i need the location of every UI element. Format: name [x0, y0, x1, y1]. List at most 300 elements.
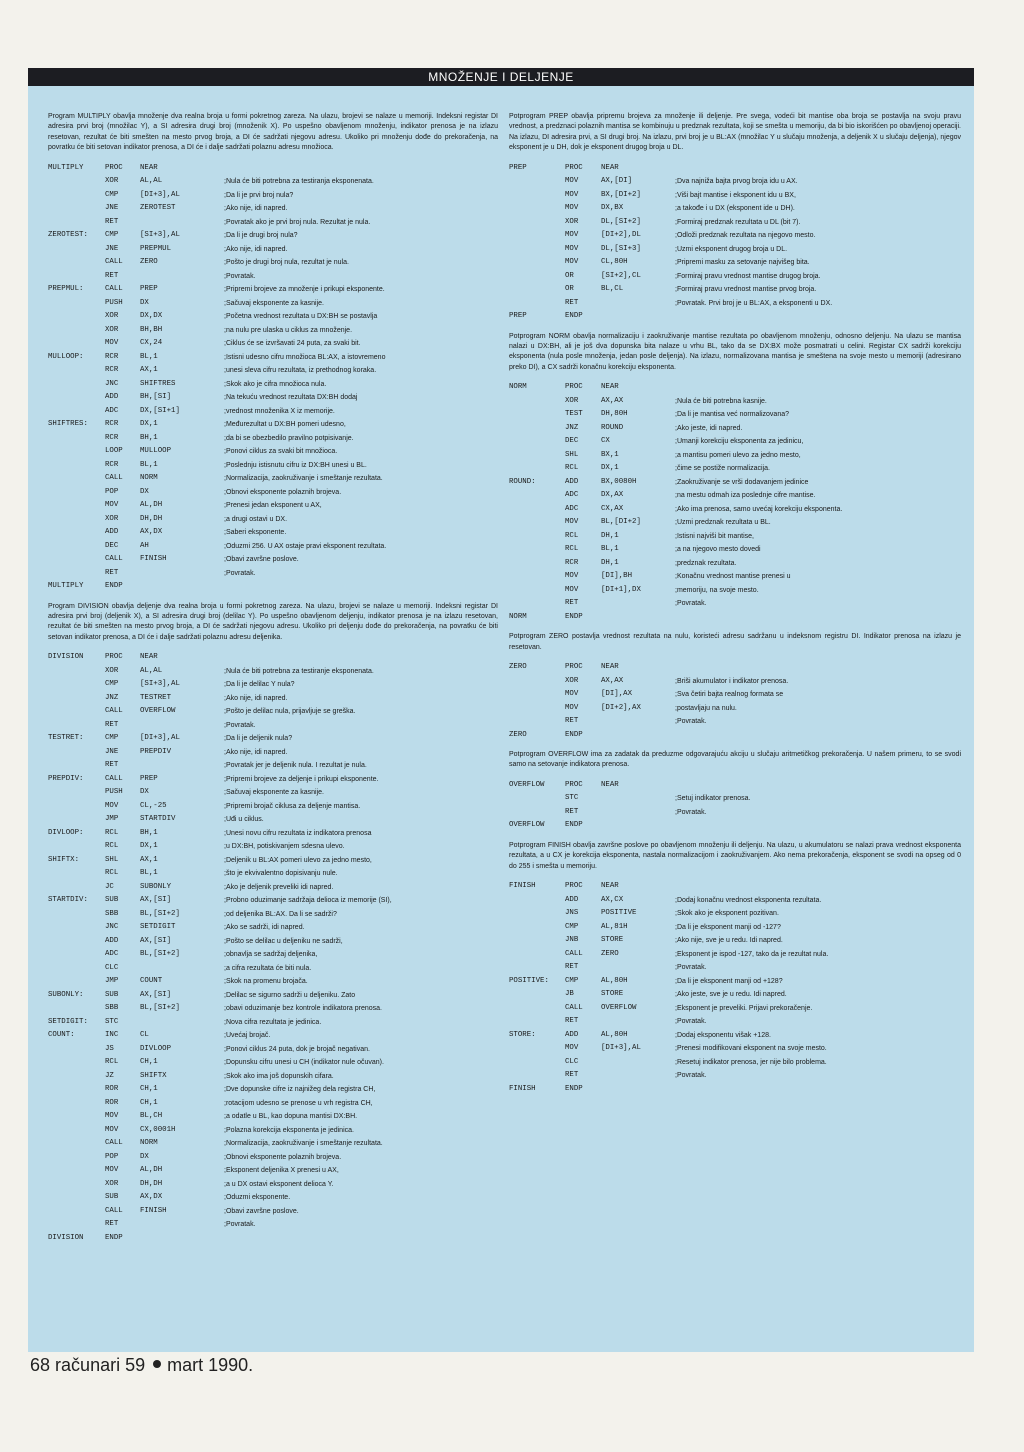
code-comment: ;Međurezultat u DX:BH pomeri udesno,	[224, 421, 346, 429]
code-operand: BX,0080H	[601, 477, 637, 486]
code-line	[48, 651, 498, 665]
code-mnemonic: JNS	[565, 909, 579, 918]
code-line	[48, 526, 498, 540]
code-comment: ;Konačnu vrednost mantise prenesi u	[675, 573, 791, 581]
code-line	[509, 489, 961, 503]
code-operand: AL,DH	[140, 501, 163, 510]
code-line	[48, 705, 498, 719]
code-comment: ;Ako se sadrži, idi napred.	[224, 924, 305, 932]
code-line	[48, 921, 498, 935]
code-mnemonic: XOR	[565, 676, 579, 685]
code-operand: [DI+2],DL	[601, 231, 641, 240]
code-comment: ;Početna vrednost rezultata u DX:BH se postavlja	[224, 313, 378, 321]
code-mnemonic: RCL	[565, 545, 579, 554]
code-listing	[48, 651, 498, 1245]
code-mnemonic: RET	[565, 963, 579, 972]
code-operand: AX,AX	[601, 676, 624, 685]
code-line	[48, 1083, 498, 1097]
code-operand: BX,[DI+2]	[601, 190, 641, 199]
code-comment: ;Istisni udesno cifru množioca BL:AX, a istovremeno	[224, 353, 386, 361]
code-mnemonic: JNC	[105, 379, 119, 388]
code-label: COUNT:	[48, 1031, 75, 1040]
code-operand: BL,[SI+2]	[140, 1004, 180, 1013]
left-column	[48, 112, 498, 1253]
code-mnemonic: INC	[105, 1031, 119, 1040]
code-comment: ;Formiraj pravu vrednost mantise prvog broja.	[675, 286, 817, 294]
code-line	[48, 1097, 498, 1111]
code-line	[48, 540, 498, 554]
code-comment: ;predznak rezultata.	[675, 559, 737, 567]
code-mnemonic: CMP	[105, 680, 119, 689]
code-comment: ;Da li je drugi broj nula?	[224, 232, 298, 240]
code-comment: ;Ako jeste, sve je u redu. Idi napred.	[675, 991, 787, 999]
code-operand: DX	[140, 298, 149, 307]
code-comment: ;Nula će biti potrebna za testiranja eksponenata.	[224, 178, 374, 186]
code-operand: SHIFTX	[140, 1071, 167, 1080]
code-comment: ;Sačuvaj eksponente za kasnije.	[224, 299, 325, 307]
code-label: PREP	[509, 312, 527, 321]
code-line	[48, 256, 498, 270]
code-comment: ;čime se postiže normalizacija.	[675, 465, 770, 473]
code-line	[509, 395, 961, 409]
code-mnemonic: ENDP	[565, 1084, 583, 1093]
code-operand: AX,CX	[601, 895, 624, 904]
code-comment: ;Odloži predznak rezultata na njegovo mesto.	[675, 232, 816, 240]
code-comment: ;Skok na promenu brojača.	[224, 978, 308, 986]
code-operand: DH,DH	[140, 514, 163, 523]
code-mnemonic: SUB	[105, 896, 119, 905]
code-label: SETDIGIT:	[48, 1017, 88, 1026]
code-mnemonic: ADD	[565, 1030, 579, 1039]
code-comment: ;Povratak.	[224, 721, 256, 729]
code-line	[509, 408, 961, 422]
bullet-dot	[153, 1360, 161, 1368]
code-line	[509, 907, 961, 921]
code-mnemonic: RET	[565, 298, 579, 307]
code-mnemonic: MOV	[565, 1044, 579, 1053]
code-operand: BH,1	[140, 828, 158, 837]
code-line	[509, 162, 961, 176]
page-number: 68	[30, 1355, 51, 1375]
code-line	[509, 806, 961, 820]
code-mnemonic: RET	[105, 1220, 119, 1229]
code-mnemonic: CMP	[565, 976, 579, 985]
code-operand: SUBONLY	[140, 882, 172, 891]
code-label: PREPDIV:	[48, 774, 84, 783]
code-line	[509, 934, 961, 948]
code-mnemonic: ENDP	[105, 582, 123, 591]
code-label: OVERFLOW	[509, 821, 545, 830]
code-mnemonic: JNC	[105, 923, 119, 932]
code-line	[509, 310, 961, 324]
code-line	[509, 921, 961, 935]
code-mnemonic: CALL	[105, 285, 123, 294]
code-mnemonic: RCR	[105, 420, 119, 429]
code-operand: AX,[SI]	[140, 990, 172, 999]
code-line	[48, 580, 498, 594]
code-line	[48, 553, 498, 567]
code-mnemonic: XOR	[105, 177, 119, 186]
code-label: TESTRET:	[48, 734, 84, 743]
overflow-description: Potprogram OVERFLOW ima za zadatak da preduzme odgovarajuću akciju u slučaju aritmetičkog prekoračenja. U našem primeru, to se svodi samo na setovanje indikatora prenosa.	[509, 751, 961, 769]
code-mnemonic: ROR	[105, 1098, 119, 1107]
issue-date: mart 1990.	[167, 1355, 254, 1375]
code-listing	[48, 162, 498, 594]
code-mnemonic: MOV	[565, 190, 579, 199]
code-comment: ;a odatle u BL, kao dopuna mantisi DX:BH.	[224, 1113, 358, 1121]
code-mnemonic: RCL	[105, 1058, 119, 1067]
code-operand: BL,1	[601, 545, 619, 554]
code-comment: ;Oduzmi eksponente.	[224, 1194, 291, 1202]
code-label: OVERFLOW	[509, 780, 545, 789]
code-line	[48, 418, 498, 432]
code-mnemonic: RCR	[105, 366, 119, 375]
page-footer	[30, 1355, 253, 1376]
code-line	[48, 840, 498, 854]
code-label: SHIFTX:	[48, 855, 80, 864]
code-operand: DX,AX	[601, 491, 624, 500]
code-line	[48, 1043, 498, 1057]
code-line	[509, 819, 961, 833]
code-operand: AX,AX	[601, 396, 624, 405]
code-operand: [SI+2],CL	[601, 271, 641, 280]
code-line	[48, 975, 498, 989]
section-title-banner: MNOŽENJE I DELJENJE	[28, 68, 974, 86]
code-comment: ;Eksponent je preveliki. Prijavi prekoračenje.	[675, 1004, 813, 1012]
code-comment: ;Povratak.	[675, 808, 707, 816]
code-line	[48, 378, 498, 392]
code-comment: ;Resetuj indikator prenosa, jer nije bilo problema.	[675, 1058, 827, 1066]
code-label: POSITIVE:	[509, 976, 549, 985]
code-operand: DX,1	[140, 420, 158, 429]
code-comment: ;Uzmi eksponent drugog broja u DL.	[675, 245, 788, 253]
code-comment: ;Ako nije, idi napred.	[224, 748, 288, 756]
code-comment: ;Pošto je drugi broj nula, rezultat je nula.	[224, 259, 349, 267]
code-comment: ;Povratak.	[675, 1018, 707, 1026]
code-comment: ;a drugi ostavi u DX.	[224, 515, 288, 523]
code-comment: ;Obavi završne poslove.	[224, 1207, 299, 1215]
code-comment: ;Deljenik u BL:AX pomeri ulevo za jedno mesto,	[224, 856, 372, 864]
code-comment: ;Da li je eksponent manji od -127?	[675, 923, 781, 931]
code-comment: ;Viši bajt mantise i eksponent idu u BX,	[675, 191, 796, 199]
code-line	[509, 988, 961, 1002]
code-line	[48, 472, 498, 486]
code-comment: ;Poslednju istisnutu cifru iz DX:BH unesi u BL.	[224, 461, 367, 469]
code-comment: ;a takođe i u DX (eksponent ide u DH).	[675, 205, 795, 213]
code-mnemonic: CALL	[565, 1003, 583, 1012]
code-operand: DL,[SI+3]	[601, 244, 641, 253]
code-line	[509, 948, 961, 962]
code-comment: ;Normalizacija, zaokruživanje i smeštanje rezultata.	[224, 1140, 383, 1148]
code-comment: ;od deljenika BL:AX. Da li se sadrži?	[224, 910, 337, 918]
code-comment: ;Umanji korekciju eksponenta za jedinicu,	[675, 438, 804, 446]
code-mnemonic: ADC	[105, 406, 119, 415]
code-line	[48, 459, 498, 473]
code-mnemonic: ADC	[105, 950, 119, 959]
code-mnemonic: DEC	[105, 541, 119, 550]
code-label: SHIFTRES:	[48, 420, 88, 429]
code-mnemonic: MOV	[105, 1125, 119, 1134]
code-mnemonic: RET	[105, 720, 119, 729]
code-line	[48, 297, 498, 311]
code-operand: BL,[SI+2]	[140, 909, 180, 918]
code-operand: BL,1	[140, 460, 158, 469]
norm-description: Potprogram NORM obavlja normalizaciju i zaokruživanje mantise rezultata po obavljenom množenju, odnosno deljenju. Na ulazu se mantisa nalazi u DX:BH, ali je još dva dopunska bita nalaze u vrhu BL, tako da se DX:BX može posmatrati u celini. Registar CX sadrži korekciju eksponenta (nula posle množenja, jedan posle deljenja). Na izlazu, normalizovana mantisa je smeštena na svoje mesto u memoriji (adresirano preko DI), a CX sadrži konačnu korekciju eksponenta.	[509, 332, 961, 371]
code-comment: ;Probno oduzimanje sadržaja delioca iz memorije (SI),	[224, 897, 392, 905]
code-mnemonic: PROC	[105, 163, 123, 172]
code-comment: ;memoriju, na svoje mesto.	[675, 586, 759, 594]
code-mnemonic: SBB	[105, 1004, 119, 1013]
code-line	[48, 989, 498, 1003]
code-mnemonic: POP	[105, 487, 119, 496]
code-operand: BL,[SI+2]	[140, 950, 180, 959]
code-line	[509, 611, 961, 625]
code-operand: DX,DX	[140, 312, 163, 321]
code-mnemonic: RET	[565, 717, 579, 726]
code-line	[48, 1164, 498, 1178]
multiply-description: Program MULTIPLY obavlja množenje dva realna broja u formi pokretnog zareza. Na ulazu, brojevi se nalaze u memoriji. Indeksni registar DI adresira prvi broj (množilac Y), a SI adresira drugi broj (množenik X). Po uspešno obavljenom množenju, indikator prenosa je na izlazu resetovan, rezultat će biti smešten na mesto prvog broja, a DI će sadržati njegovu adresu. Ukoliko pri množenju dođe do prekoračenja, na povratku će biti setovan indikator prenosa, a DI će i dalje sadržati polaznu adresu množioca.	[48, 113, 498, 152]
code-line	[509, 1069, 961, 1083]
code-mnemonic: MOV	[105, 501, 119, 510]
zero-description: Potprogram ZERO postavlja vrednost rezultata na nulu, koristeći adresu sadržanu u indeksnom registru DI. Indikator prenosa na izlazu je resetovan.	[509, 633, 961, 651]
code-line	[48, 189, 498, 203]
code-comment: ;Obavi završne poslove.	[224, 556, 299, 564]
code-mnemonic: RET	[105, 217, 119, 226]
code-mnemonic: SUB	[105, 990, 119, 999]
code-operand: STORE	[601, 936, 624, 945]
code-line	[48, 881, 498, 895]
code-operand: DH,1	[601, 558, 619, 567]
code-mnemonic: JNZ	[565, 423, 579, 432]
code-mnemonic: MOV	[565, 585, 579, 594]
code-line	[509, 1042, 961, 1056]
code-line	[509, 570, 961, 584]
code-line	[509, 880, 961, 894]
code-operand: ROUND	[601, 423, 624, 432]
code-line	[48, 1016, 498, 1030]
code-line	[48, 935, 498, 949]
code-comment: ;Normalizacija, zaokruživanje i smeštanje rezultata.	[224, 475, 383, 483]
code-comment: ;Pripremi brojeve za deljenje i prikupi eksponente.	[224, 775, 379, 783]
code-operand: FINISH	[140, 555, 167, 564]
code-mnemonic: CALL	[105, 474, 123, 483]
code-mnemonic: RET	[565, 1071, 579, 1080]
code-line	[509, 283, 961, 297]
code-line	[509, 256, 961, 270]
code-mnemonic: CLC	[565, 1057, 579, 1066]
code-comment: ;Skok ako je eksponent pozitivan.	[675, 910, 779, 918]
code-operand: AL,80H	[601, 976, 628, 985]
code-operand: NEAR	[601, 780, 619, 789]
code-operand: PREPMUL	[140, 244, 172, 253]
code-comment: ;Povratak.	[675, 600, 707, 608]
code-line	[48, 867, 498, 881]
code-mnemonic: CALL	[105, 774, 123, 783]
code-mnemonic: CALL	[105, 555, 123, 564]
code-comment: ;Pripremi brojeve za množenje i prikupi eksponente.	[224, 286, 385, 294]
code-operand: NORM	[140, 474, 158, 483]
code-mnemonic: MOV	[565, 518, 579, 527]
code-operand: CH,1	[140, 1085, 158, 1094]
code-line	[509, 381, 961, 395]
code-line	[509, 715, 961, 729]
code-listing	[509, 162, 961, 324]
code-line	[48, 310, 498, 324]
code-comment: ;Skok ako je cifra množioca nula.	[224, 380, 327, 388]
code-label: DIVLOOP:	[48, 828, 84, 837]
code-mnemonic: STC	[565, 794, 579, 803]
code-mnemonic: XOR	[105, 514, 119, 523]
code-comment: ;Pošto je delilac nula, prijavljuje se greška.	[224, 708, 356, 716]
code-line	[509, 792, 961, 806]
code-mnemonic: JMP	[105, 977, 119, 986]
code-mnemonic: OR	[565, 285, 574, 294]
code-mnemonic: ENDP	[565, 821, 583, 830]
code-comment: ;Skok ako ima još dopunskih cifara.	[224, 1072, 334, 1080]
code-listing	[509, 661, 961, 742]
code-mnemonic: CALL	[105, 1206, 123, 1215]
code-comment: ;Ponovi ciklus 24 puta, dok je brojač negativan.	[224, 1045, 370, 1053]
code-operand: [DI+3],AL	[601, 1044, 641, 1053]
code-mnemonic: MOV	[565, 177, 579, 186]
code-operand: NEAR	[601, 882, 619, 891]
code-operand: BH,BH	[140, 325, 163, 334]
code-mnemonic: JNZ	[105, 693, 119, 702]
code-mnemonic: ENDP	[565, 312, 583, 321]
code-line	[509, 175, 961, 189]
code-operand: AL,DH	[140, 1166, 163, 1175]
code-line	[509, 543, 961, 557]
code-line	[48, 337, 498, 351]
code-operand: CX	[601, 437, 610, 446]
code-line	[48, 364, 498, 378]
code-mnemonic: RCL	[105, 869, 119, 878]
article-panel	[28, 68, 974, 1352]
code-mnemonic: MOV	[105, 1112, 119, 1121]
code-line	[48, 1137, 498, 1151]
code-mnemonic: RCR	[105, 433, 119, 442]
code-comment: ;Zaokruživanje se vrši dodavanjem jedinice	[675, 478, 809, 486]
code-operand: AH	[140, 541, 149, 550]
code-mnemonic: JNE	[105, 244, 119, 253]
code-comment: ;unesi sleva cifru rezultata, iz prethodnog koraka.	[224, 367, 377, 375]
code-comment: ;Formiraj pravu vrednost mantise drugog broja.	[675, 272, 821, 280]
code-operand: OVERFLOW	[140, 707, 176, 716]
code-line	[509, 1002, 961, 1016]
code-line	[48, 324, 498, 338]
code-operand: POSITIVE	[601, 909, 637, 918]
code-line	[48, 908, 498, 922]
code-comment: ;Prenesi jedan eksponent u AX,	[224, 502, 322, 510]
code-line	[48, 229, 498, 243]
code-mnemonic: XOR	[565, 396, 579, 405]
code-mnemonic: MOV	[565, 703, 579, 712]
code-line	[48, 1070, 498, 1084]
code-operand: AL,AL	[140, 177, 163, 186]
code-comment: ;Sva četiri bajta realnog formata se	[675, 691, 784, 699]
code-listing	[509, 779, 961, 833]
code-mnemonic: RET	[105, 568, 119, 577]
code-label: ROUND:	[509, 477, 536, 486]
code-comment: ;a na njegovo mesto dovedi	[675, 546, 761, 554]
code-mnemonic: RCL	[105, 842, 119, 851]
code-operand: AX,[DI]	[601, 177, 633, 186]
code-operand: DIVLOOP	[140, 1044, 172, 1053]
code-line	[48, 283, 498, 297]
code-line	[48, 786, 498, 800]
code-line	[48, 243, 498, 257]
code-operand: NORM	[140, 1139, 158, 1148]
code-label: PREPMUL:	[48, 285, 84, 294]
code-mnemonic: XOR	[105, 666, 119, 675]
code-mnemonic: JC	[105, 882, 114, 891]
code-comment: ;Povratak.	[224, 569, 256, 577]
code-operand: BL,CH	[140, 1112, 163, 1121]
code-line	[48, 162, 498, 176]
code-line	[48, 351, 498, 365]
code-operand: AX,DX	[140, 528, 163, 537]
code-operand: CX,AX	[601, 504, 624, 513]
code-comment: ;Formiraj predznak rezultata u DL (bit 7).	[675, 218, 801, 226]
code-comment: ;Na tekuću vrednost rezultata DX:BH dodaj	[224, 394, 358, 402]
code-mnemonic: PROC	[565, 780, 583, 789]
code-operand: ZERO	[140, 258, 158, 267]
code-mnemonic: JNE	[105, 747, 119, 756]
code-line	[509, 557, 961, 571]
code-comment: ;Povratak. Prvi broj je u BL:AX, a eksponenti u DX.	[675, 299, 833, 307]
code-mnemonic: RET	[105, 761, 119, 770]
code-mnemonic: SHL	[565, 450, 579, 459]
code-line	[509, 503, 961, 517]
code-mnemonic: ADC	[565, 504, 579, 513]
code-line	[48, 391, 498, 405]
code-mnemonic: ADD	[105, 528, 119, 537]
code-mnemonic: ADD	[105, 936, 119, 945]
right-column	[509, 112, 961, 1104]
code-operand: DX	[140, 788, 149, 797]
code-operand: AX,[SI]	[140, 936, 172, 945]
code-line	[48, 759, 498, 773]
code-operand: DX,1	[601, 464, 619, 473]
code-line	[48, 894, 498, 908]
code-operand: PREPDIV	[140, 747, 172, 756]
code-comment: ;Ako nije, idi napred.	[224, 245, 288, 253]
code-line	[509, 675, 961, 689]
code-comment: ;Istisni najviši bit mantise,	[675, 532, 754, 540]
code-operand: [DI],AX	[601, 690, 633, 699]
code-mnemonic: RCL	[105, 828, 119, 837]
code-comment: ;Povratak.	[224, 272, 256, 280]
code-line	[48, 1205, 498, 1219]
code-comment: ;u DX:BH, potiskivanjem sdesna ulevo.	[224, 843, 345, 851]
code-line	[48, 948, 498, 962]
code-comment: ;obavi oduzimanje bez kontrole indikatora prenosa.	[224, 1005, 382, 1013]
code-mnemonic: RCL	[565, 464, 579, 473]
code-mnemonic: ENDP	[565, 612, 583, 621]
code-mnemonic: ADC	[565, 491, 579, 500]
code-mnemonic: ADD	[105, 393, 119, 402]
code-mnemonic: ROR	[105, 1085, 119, 1094]
code-operand: NEAR	[601, 663, 619, 672]
code-line	[509, 1015, 961, 1029]
code-label: SUBONLY:	[48, 990, 84, 999]
code-line	[509, 1083, 961, 1097]
code-mnemonic: OR	[565, 271, 574, 280]
code-line	[48, 445, 498, 459]
code-mnemonic: SHL	[105, 855, 119, 864]
code-operand: AX,1	[140, 855, 158, 864]
code-line	[48, 567, 498, 581]
